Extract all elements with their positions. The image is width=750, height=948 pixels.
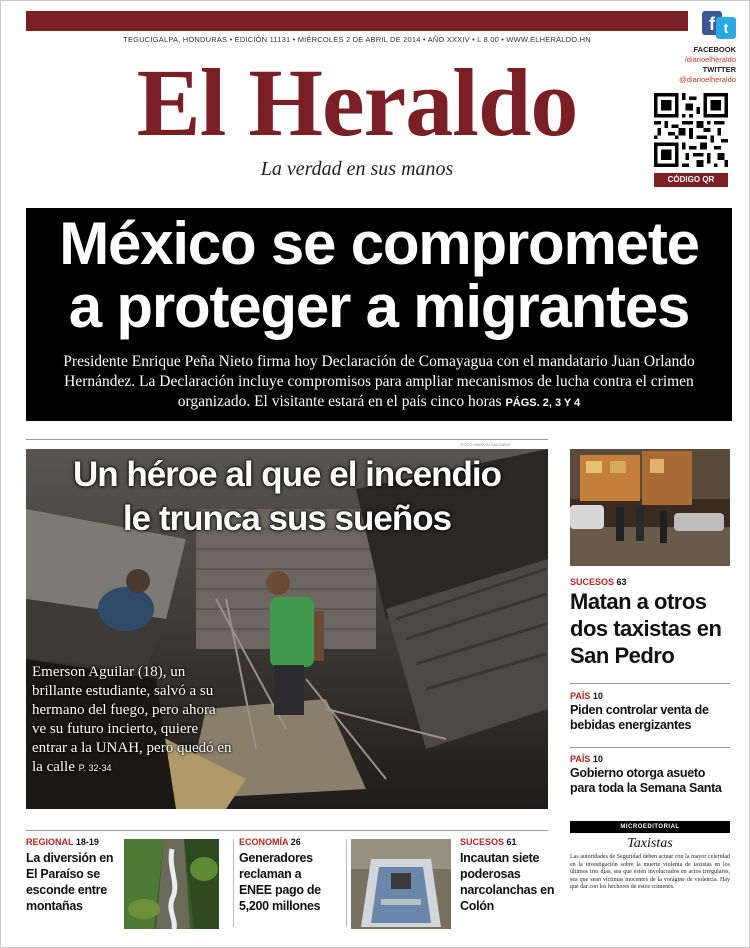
divider bbox=[26, 830, 548, 831]
taxi-crime-scene-photo bbox=[570, 449, 730, 566]
story-headline: Generadores reclaman a ENEE pago de 5,200 millones bbox=[239, 851, 321, 913]
microeditorial-title: Taxistas bbox=[627, 836, 673, 851]
photo-headline[interactable] bbox=[26, 453, 548, 541]
section-name: ECONOMÍA bbox=[239, 837, 289, 847]
narcolancha-photo bbox=[351, 839, 451, 929]
social-block bbox=[651, 11, 736, 85]
section-name: REGIONAL bbox=[26, 837, 74, 847]
qr-code-label: CÓDIGO QR bbox=[654, 173, 728, 187]
photo-headline-line1: Un héroe al que el incendio bbox=[72, 455, 502, 494]
sidebar-story-bebidas[interactable] bbox=[570, 691, 730, 733]
qr-code-icon[interactable] bbox=[654, 93, 728, 167]
story-text bbox=[239, 837, 334, 914]
section-name: SUCESOS bbox=[460, 837, 505, 847]
lead-headline-line1: México se compromete bbox=[59, 210, 699, 277]
photo-story[interactable] bbox=[26, 449, 548, 809]
sidebar-story-asueto[interactable] bbox=[570, 754, 730, 796]
section-name: SUCESOS bbox=[570, 577, 615, 587]
section-kicker bbox=[239, 837, 334, 847]
divider bbox=[570, 683, 730, 684]
facebook-icon[interactable]: f bbox=[702, 11, 722, 35]
masthead-top-bar bbox=[26, 11, 688, 31]
story-text bbox=[460, 837, 555, 914]
lead-dek-text: Presidente Enrique Peña Nieto firma hoy Declaración de Comayagua con el mandatario Juan Orlando Hernández. La Declaración incluye compromisos para ampliar mecanismos de lucha contra el crimen organizado. El visitante estará en el país cinco horas bbox=[63, 353, 695, 410]
story-headline: Incautan siete poderosas narcolanchas en Colón bbox=[460, 851, 555, 913]
page-number: 18-19 bbox=[75, 837, 99, 847]
story-headline: La diversión en El Paraíso se esconde entre montañas bbox=[26, 851, 114, 913]
lead-page-ref: PÁGS. 2, 3 Y 4 bbox=[505, 397, 581, 409]
photo-credit: FOTO: MARVIN SALGADO bbox=[461, 442, 511, 447]
story-headline: Matan a otros dos taxistas en San Pedro bbox=[570, 589, 722, 668]
social-icons[interactable] bbox=[702, 11, 736, 39]
microeditorial-label: MICROEDITORIAL bbox=[570, 821, 730, 833]
photo-page-ref: P. 32-34 bbox=[78, 763, 112, 773]
lead-story[interactable] bbox=[26, 208, 732, 421]
page-number: 10 bbox=[592, 691, 603, 701]
divider bbox=[570, 747, 730, 748]
twitter-label: TWITTER bbox=[702, 65, 736, 74]
page-number: 61 bbox=[506, 837, 517, 847]
section-kicker bbox=[26, 837, 121, 847]
twitter-icon[interactable]: t bbox=[716, 17, 736, 39]
photo-headline-line2: le trunca sus sueños bbox=[122, 499, 452, 538]
section-name: PAÍS bbox=[570, 754, 591, 764]
photo-caption-text: Emerson Aguilar (18), un brillante estudiante, salvó a su hermano del fuego, pero ahora ve su futuro incierto, quiere entrar a la UNAH, pero quedó en la calle bbox=[32, 664, 232, 775]
page-number: 63 bbox=[616, 577, 627, 587]
section-kicker bbox=[460, 837, 555, 847]
page-number: 10 bbox=[592, 754, 603, 764]
bottom-story-regional[interactable] bbox=[26, 837, 236, 927]
story-headline: Gobierno otorga asueto para toda la Semana Santa bbox=[570, 766, 722, 795]
sidebar-story-taxistas[interactable] bbox=[570, 577, 730, 669]
column-separator bbox=[346, 839, 347, 927]
story-headline: Piden controlar venta de bebidas energizantes bbox=[570, 703, 709, 732]
lead-headline[interactable] bbox=[36, 212, 722, 338]
page-number: 26 bbox=[290, 837, 301, 847]
section-name: PAÍS bbox=[570, 691, 591, 701]
section-kicker bbox=[570, 754, 730, 764]
photo-caption bbox=[32, 663, 232, 778]
masthead-logo[interactable]: El Heraldo bbox=[136, 49, 578, 156]
facebook-label: FACEBOOK bbox=[693, 45, 736, 54]
twitter-handle[interactable]: @diarioelheraldo bbox=[679, 75, 736, 84]
facebook-handle[interactable]: /diarioelheraldo bbox=[684, 55, 736, 64]
column-separator bbox=[233, 839, 234, 927]
waterfall-photo bbox=[124, 839, 219, 929]
divider bbox=[26, 439, 548, 440]
section-kicker bbox=[570, 577, 730, 587]
lead-dek bbox=[44, 352, 714, 413]
story-text bbox=[26, 837, 121, 914]
bottom-story-sucesos[interactable] bbox=[460, 837, 670, 927]
microeditorial-body: Las autoridades de Seguridad deben actuar con la mayor celeridad en la investigación sobre la muerte violenta de taxistas en los últimos tres días, sea que estén involucrados en actos irregulares, sea que sean víctimas inocentes de la vorágine de violencia. Hay que dar con los hechores de estos crímenes. bbox=[570, 854, 730, 891]
section-kicker bbox=[570, 691, 730, 701]
lead-headline-line2: a proteger a migrantes bbox=[68, 273, 690, 340]
dateline: TEGUCIGALPA, HONDURAS • EDICIÓN 11131 • MIÉRCOLES 2 DE ABRIL DE 2014 • AÑO XXXIV • L 8.00 • WWW.ELHERALDO.HN bbox=[123, 35, 591, 44]
tagline: La verdad en sus manos bbox=[260, 158, 454, 180]
